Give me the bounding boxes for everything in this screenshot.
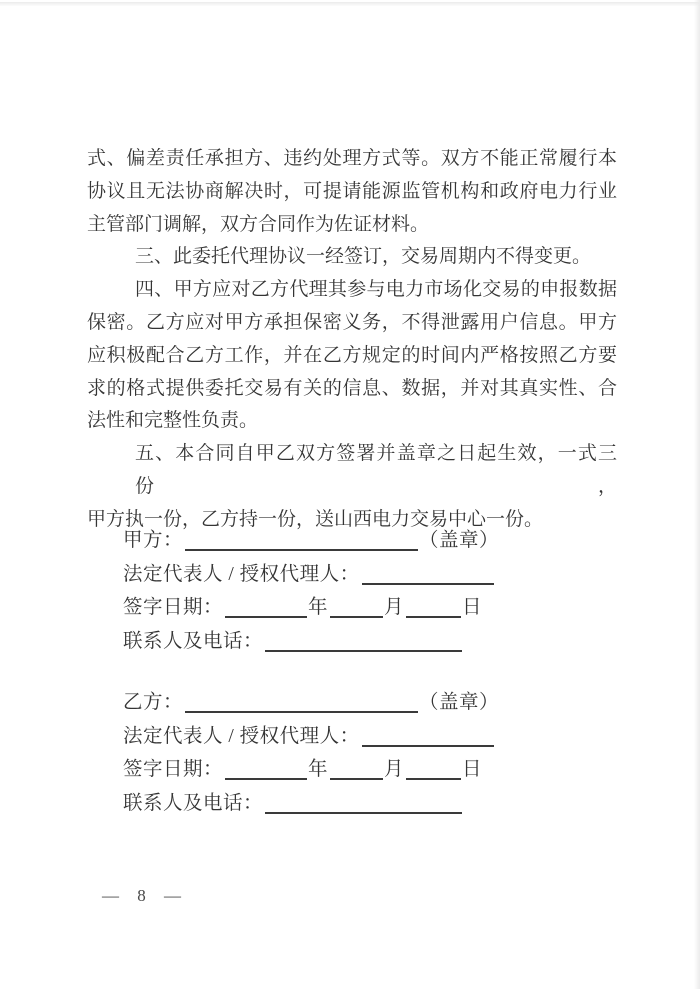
blank-field-line	[185, 699, 418, 713]
party-a-party-name-row	[123, 524, 553, 558]
contract-text-line: 应积极配合乙方工作，并在乙方规定的时间内严格按照乙方要	[87, 344, 617, 366]
page-number: — 8 —	[102, 886, 188, 905]
party-b-representative-row	[123, 720, 553, 754]
blank-field-line	[225, 604, 307, 618]
field-label: 年	[308, 597, 329, 618]
contract-text-line: 五、本合同自甲乙双方签署并盖章之日起生效，一式三份，	[135, 443, 617, 497]
field-label: 签字日期：	[123, 597, 224, 618]
party-b-sign-date-row	[123, 753, 553, 787]
contract-text-line: 保密。乙方应对甲方承担保密义务，不得泄露用户信息。甲方	[87, 311, 617, 333]
blank-field-line	[265, 800, 462, 814]
contract-text-line: 法性和完整性负责。	[87, 410, 259, 432]
blank-field-line	[330, 766, 383, 780]
blank-field-line	[406, 766, 461, 780]
party-b-party-name-row	[123, 686, 553, 720]
field-label: 签字日期：	[123, 759, 224, 780]
scan-artifact-right-edge	[694, 0, 700, 989]
field-label: 月	[384, 759, 405, 780]
contract-text-line: 协议且无法协商解决时，可提请能源监管机构和政府电力行业	[87, 180, 617, 202]
party-a-sign-date-row	[123, 591, 553, 625]
blank-field-line	[330, 604, 383, 618]
party-b-signature-block	[123, 686, 553, 820]
scan-artifact-top-edge	[0, 2, 700, 6]
field-label: 日	[462, 597, 483, 618]
contract-text-line: 主管部门调解，双方合同作为佐证材料。	[87, 213, 430, 235]
blank-field-line	[362, 571, 494, 585]
contract-body-text	[87, 143, 617, 537]
field-label: 法定代表人 / 授权代理人：	[123, 563, 360, 585]
blank-field-line	[265, 638, 462, 652]
blank-field-line	[362, 733, 494, 747]
contract-text-line: 甲方执一份，乙方持一份，送山西电力交易中心一份。	[87, 508, 544, 530]
contract-text-line: 三、此委托代理协议一经签订，交易周期内不得变更。	[135, 246, 592, 268]
blank-field-line	[185, 537, 418, 551]
field-label: 法定代表人 / 授权代理人：	[123, 725, 360, 747]
contract-text-line: 四、甲方应对乙方代理其参与电力市场化交易的申报数据	[135, 279, 617, 301]
contract-text-line: 式、偏差责任承担方、违约处理方式等。双方不能正常履行本	[87, 148, 617, 169]
field-label: 甲方：	[123, 530, 184, 551]
contract-text-line: 求的格式提供委托交易有关的信息、数据，并对其真实性、合	[87, 377, 617, 399]
field-label: 联系人及电话：	[123, 630, 264, 652]
field-label: 年	[308, 759, 329, 780]
field-label: 日	[462, 759, 483, 780]
blank-field-line	[225, 766, 307, 780]
party-a-signature-block	[123, 524, 553, 658]
party-a-contact-row	[123, 625, 553, 659]
party-a-representative-row	[123, 558, 553, 592]
field-label: （盖章）	[419, 692, 500, 713]
field-label: 月	[384, 597, 405, 618]
field-label: 乙方：	[123, 692, 184, 713]
field-label: 联系人及电话：	[123, 792, 264, 814]
party-b-contact-row	[123, 787, 553, 821]
field-label: （盖章）	[419, 530, 500, 551]
blank-field-line	[406, 604, 461, 618]
